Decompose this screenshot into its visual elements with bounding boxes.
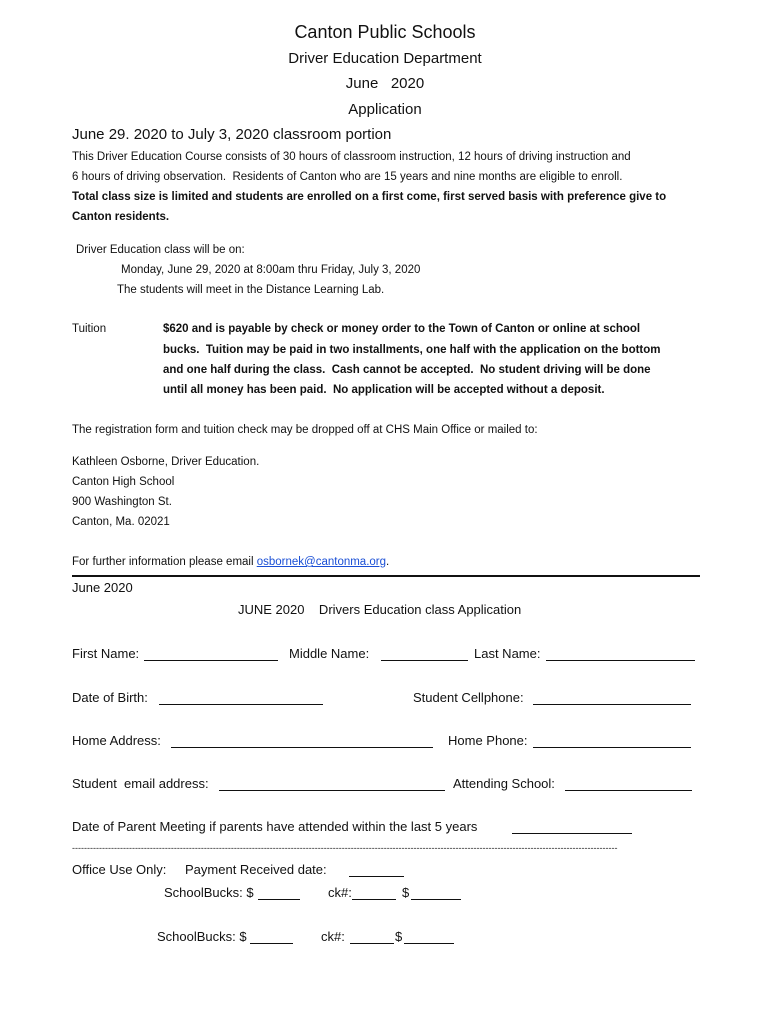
payment-date-label: Payment Received date:: [185, 862, 327, 877]
tuition-line-3: and one half during the class. Cash cannot be accepted. No student driving will be done: [163, 364, 651, 376]
header-date: June 2020: [345, 75, 425, 92]
address-line-2: Canton High School: [72, 476, 175, 488]
first-name-field[interactable]: [144, 648, 278, 661]
form-title: JUNE 2020 Drivers Education class Application: [238, 602, 522, 617]
last-name-field[interactable]: [546, 648, 695, 661]
schoolbucks-field-2[interactable]: [250, 931, 293, 944]
cut-line: --------------------------------------------------------------------------------------------------------------------------------------------------------------------------------------: [72, 843, 618, 853]
first-name-label: First Name:: [72, 646, 140, 661]
dob-label: Date of Birth:: [72, 690, 148, 705]
last-name-label: Last Name:: [474, 646, 541, 661]
address-line-1: Kathleen Osborne, Driver Education.: [72, 456, 260, 468]
address-line-3: 900 Washington St.: [72, 496, 172, 508]
contact-line: [72, 556, 389, 568]
intro-line-2: 6 hours of driving observation. Residents of Canton who are 15 years and nine months are eligible to enroll.: [72, 171, 623, 183]
address-line-4: Canton, Ma. 02021: [72, 516, 170, 528]
school-title: Canton Public Schools: [294, 22, 476, 42]
school-label: Attending School:: [453, 776, 555, 791]
dropoff-text: The registration form and tuition check may be dropped off at CHS Main Office or mailed to:: [72, 424, 538, 436]
middle-name-label: Middle Name:: [289, 646, 370, 661]
schoolbucks-label-1: SchoolBucks: $: [164, 885, 254, 900]
tuition-label: Tuition: [72, 323, 107, 335]
intro-line-3: Total class size is limited and students are enrolled on a first come, first served basis with preference give to: [72, 191, 667, 203]
schedule-label: Driver Education class will be on:: [76, 244, 245, 256]
contact-suffix: .: [386, 556, 390, 568]
ck-field-1[interactable]: [352, 887, 396, 900]
tuition-line-4: until all money has been paid. No application will be accepted without a deposit.: [163, 384, 605, 396]
dollar-label-2: $: [395, 929, 403, 944]
tuition-line-1: $620 and is payable by check or money order to the Town of Canton or online at school: [163, 323, 641, 335]
section-divider: [72, 575, 700, 577]
home-phone-label: Home Phone:: [448, 733, 528, 748]
parent-meeting-field[interactable]: [512, 821, 632, 834]
student-email-label: Student email address:: [72, 776, 209, 791]
dob-field[interactable]: [159, 692, 323, 705]
session-heading: June 29. 2020 to July 3, 2020 classroom portion: [72, 126, 392, 143]
home-phone-field[interactable]: [533, 735, 691, 748]
intro-line-1: This Driver Education Course consists of 30 hours of classroom instruction, 12 hours of driving instruction and: [72, 151, 631, 163]
amount-field-2[interactable]: [404, 931, 454, 944]
schedule-location: The students will meet in the Distance Learning Lab.: [117, 284, 385, 296]
office-use-label: Office Use Only:: [72, 862, 167, 877]
contact-email-link[interactable]: osbornek@cantonma.org: [256, 556, 387, 568]
ck-field-2[interactable]: [350, 931, 394, 944]
schoolbucks-field-1[interactable]: [258, 887, 300, 900]
amount-field-1[interactable]: [411, 887, 461, 900]
cellphone-field[interactable]: [533, 692, 691, 705]
cellphone-label: Student Cellphone:: [413, 690, 524, 705]
ck-label-1: ck#:: [328, 885, 352, 900]
form-date: June 2020: [72, 580, 133, 595]
tuition-line-2: bucks. Tuition may be paid in two installments, one half with the application on the bottom: [163, 344, 661, 356]
student-email-field[interactable]: [219, 778, 445, 791]
contact-prefix: For further information please email: [72, 556, 257, 568]
ck-label-2: ck#:: [321, 929, 345, 944]
parent-meeting-label: Date of Parent Meeting if parents have attended within the last 5 years: [72, 819, 478, 834]
schedule-dates: Monday, June 29, 2020 at 8:00am thru Friday, July 3, 2020: [121, 264, 421, 276]
schoolbucks-label-2: SchoolBucks: $: [157, 929, 247, 944]
intro-line-4: Canton residents.: [72, 211, 170, 223]
document-type: Application: [348, 101, 422, 118]
school-field[interactable]: [565, 778, 692, 791]
home-address-field[interactable]: [171, 735, 433, 748]
middle-name-field[interactable]: [381, 648, 468, 661]
home-address-label: Home Address:: [72, 733, 161, 748]
payment-date-field[interactable]: [349, 864, 404, 877]
dollar-label-1: $: [402, 885, 410, 900]
department-title: Driver Education Department: [288, 50, 482, 67]
